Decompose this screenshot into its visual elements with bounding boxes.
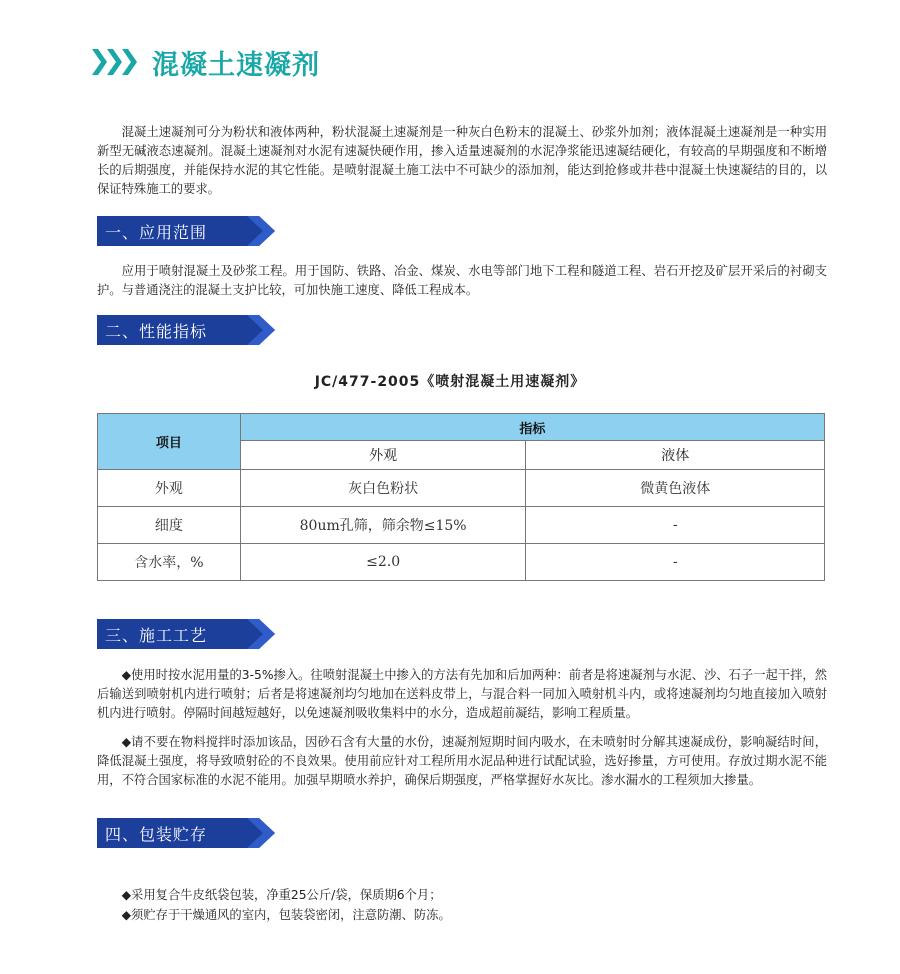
table-row [98, 470, 825, 507]
subheader-liquid: 液体 [526, 441, 825, 470]
table-title: JC/477-2005《喷射混凝土用速凝剂》 [314, 374, 586, 390]
table-header-row [98, 414, 825, 441]
page-title: 混凝土速凝剂 [152, 49, 320, 81]
section-heading: 四、包装贮存 [105, 825, 208, 844]
section-header-packaging [97, 818, 277, 848]
subheader-powder: 外观 [240, 441, 526, 470]
section-header-process [97, 619, 277, 649]
cell-liquid: 微黄色液体 [526, 470, 825, 507]
process-paragraph-2: ◆请不要在物料搅拌时添加该品，因砂石含有大量的水份，速凝剂短期时间内吸水，在未喷射时分解其速凝成份，影响凝结时间，降低混凝土强度，将导致喷射砼的不良效果。使用前应针对工程所用水泥品种进行试配试验，选好掺量，方可使用。存放过期水泥不能用，不符合国家标准的水泥不能用。加强早期喷水养护，确保后期强度，严格掌握好水灰比。渗水漏水的工程须加大掺量。 [97, 735, 827, 787]
cell-powder: 80um孔筛，筛余物≤15% [240, 507, 526, 544]
packaging-bullet-1: ◆采用复合牛皮纸袋包装，净重25公斤/袋，保质期6个月； [121, 888, 442, 902]
packaging-bullet-2: ◆须贮存于干燥通风的室内，包装袋密闭，注意防潮、防冻。 [121, 908, 451, 922]
intro-paragraph: 混凝土速凝剂可分为粉状和液体两种，粉状混凝土速凝剂是一种灰白色粉末的混凝土、砂浆外加剂；液体混凝土速凝剂是一种实用新型无碱液态速凝剂。混凝土速凝剂对水泥有速凝快硬作用，掺入适量速凝剂的水泥净浆能迅速凝结硬化，有较高的早期强度和不断增长的后期强度，并能保持水泥的其它性能。是喷射混凝土施工法中不可缺少的添加剂，能达到抢修或井巷中混凝土快速凝结的目的，以保证特殊施工的要求。 [97, 125, 827, 196]
section-heading: 三、施工工艺 [105, 626, 208, 645]
cell-item: 含水率，% [98, 544, 241, 581]
section-header-application [97, 216, 277, 246]
header-item: 项目 [98, 414, 241, 470]
table-row [98, 544, 825, 581]
process-paragraph-1: ◆使用时按水泥用量的3-5%掺入。往喷射混凝土中掺入的方法有先加和后加两种：前者是将速凝剂与水泥、沙、石子一起干拌，然后输送到喷射机内进行喷射；后者是将速凝剂均匀地加在送料皮带上，与混合料一同加入喷射机斗内，或将速凝剂均匀地直接加入喷射机内进行喷射。停隔时间越短越好，以免速凝剂吸收集料中的水分，造成超前凝结，影响工程质量。 [97, 668, 827, 720]
section-heading: 一、应用范围 [105, 223, 208, 242]
section-heading: 二、性能指标 [105, 322, 208, 341]
cell-item: 外观 [98, 470, 241, 507]
header-index: 指标 [240, 414, 824, 441]
table-row [98, 507, 825, 544]
cell-powder: 灰白色粉状 [240, 470, 526, 507]
cell-item: 细度 [98, 507, 241, 544]
cell-powder: ≤2.0 [240, 544, 526, 581]
cell-liquid: - [526, 544, 825, 581]
spec-table [97, 413, 825, 581]
section-header-performance [97, 315, 277, 345]
title-row [92, 42, 320, 82]
cell-liquid: - [526, 507, 825, 544]
triple-chevron-icon [92, 45, 138, 79]
application-paragraph: 应用于喷射混凝土及砂浆工程。用于国防、铁路、冶金、煤炭、水电等部门地下工程和隧道工程、岩石开挖及矿层开采后的衬砌支护。与普通浇注的混凝土支护比较，可加快施工速度、降低工程成本。 [97, 264, 827, 297]
